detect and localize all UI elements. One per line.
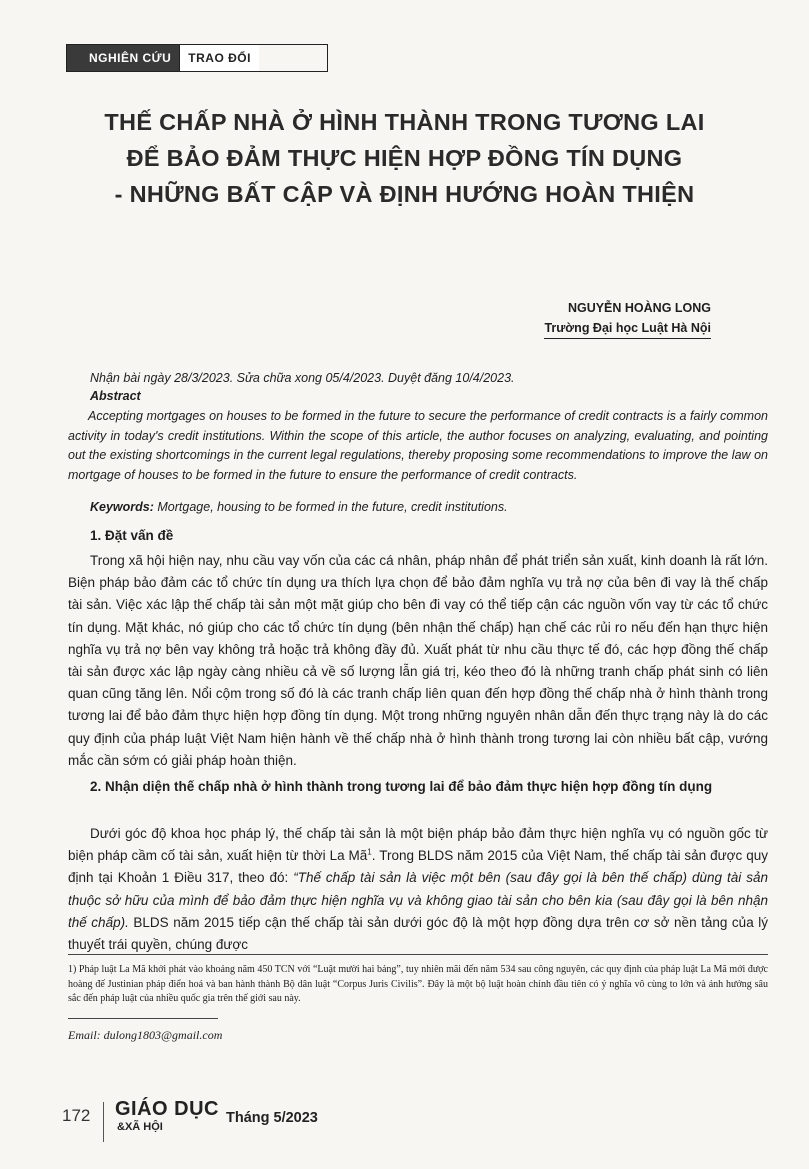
section-1-paragraph: Trong xã hội hiện nay, nhu cầu vay vốn của các cá nhân, pháp nhân để phát triển sản xuất, kinh doanh là rất lớn. Biện pháp bảo đảm các tổ chức tín dụng ưa thích lựa chọn để bảo đảm nghĩa vụ trả nợ của bên đi vay là thế chấp tài sản. Việc xác lập thế chấp tài sản một mặt giúp cho bên đi vay có thể tiếp cận các nguồn vốn vay từ các tổ chức tín dụng. Mặt khác, nó giúp cho các tổ chức tín dụng (bên nhận thế chấp) hạn chế các rủi ro nếu đến hạn thực hiện nghĩa vụ trả nợ bên vay không trả hoặc trả không đầy đủ. Xuất phát từ nhu cầu thực tế đó, các hợp đồng thế chấp tài sản được xác lập ngày càng nhiều cả về số lượng lẫn giá trị, kéo theo đó là những tranh chấp phát sinh có liên quan cũng tăng lên. Nổi cộm trong số đó là các tranh chấp liên quan đến hợp đồng thế chấp nhà ở hình thành trong tương lai để bảo đảm thực hiện hợp đồng tín dụng. Một trong những nguyên nhân dẫn đến thực trạng này là do các quy định của pháp luật Việt Nam hiện hành về thế chấp nhà ở hình thành trong tương lai còn nhiều bất cập, vướng mắc cần sớm có giải pháp hoàn thiện. [68,553,768,768]
email-divider [68,1018,218,1019]
title-line-1: THẾ CHẤP NHÀ Ở HÌNH THÀNH TRONG TƯƠNG LAI [104,109,705,135]
section-2-paragraph [68,823,768,956]
title-line-3: - NHỮNG BẤT CẬP VÀ ĐỊNH HƯỚNG HOÀN THIỆN [114,181,695,207]
logo-line-1: GIÁO DỤC [115,1098,219,1120]
section-2-heading: 2. Nhận diện thế chấp nhà ở hình thành trong tương lai để bảo đảm thực hiện hợp đồng tín dụng [90,779,713,794]
section-label-research: NGHIÊN CỨU [67,45,179,71]
article-title [40,104,769,212]
abstract-heading: Abstract [90,389,141,403]
author-name: NGUYỄN HOÀNG LONG [567,301,711,315]
issue-date: Tháng 5/2023 [226,1110,318,1126]
author-email: Email: dulong1803@gmail.com [68,1028,223,1042]
journal-logo [115,1098,219,1134]
footnote-1: 1) Pháp luật La Mã khởi phát vào khoảng năm 450 TCN với “Luật mười hai bảng”, tuy nhiên mãi đến năm 534 sau công nguyên, các quy định của pháp luật La Mã mới được hoàng đế Justinian pháp điển hoá và ban hành thành Bộ dân luật “Corpus Juris Civilis”. Đây là một bộ luật hoàn chỉnh đầu tiên có ý nghĩa vô cùng to lớn và ảnh hưởng sâu sắc đến pháp luật của nhiều quốc gia trên thế giới sau này. [68,964,768,1004]
section-2-text-a: Dưới góc độ khoa học pháp lý, thế chấp tài sản là một biện pháp bảo đảm thực hiện nghĩa vụ có nguồn gốc từ biện pháp cầm cố tài sản, xuất hiện từ thời La Mã [68,826,768,864]
footer-divider [103,1102,104,1142]
title-line-2: ĐỂ BẢO ĐẢM THỰC HIỆN HỢP ĐỒNG TÍN DỤNG [126,145,683,171]
section-1-heading: 1. Đặt vấn đề [90,528,174,543]
keywords-line [90,500,508,514]
section-2-text-b: . Trong BLDS năm 2015 của Việt Nam, thế chấp tài sản được quy định tại Khoản 1 Điều 317, theo đó: [68,848,768,886]
section-header-band [66,44,328,72]
footnote-marker: 1 [367,847,372,857]
section-label-exchange: TRAO ĐỔI [179,45,259,71]
submission-dates: Nhận bài ngày 28/3/2023. Sửa chữa xong 05/4/2023. Duyệt đăng 10/4/2023. [90,371,515,385]
page-number: 172 [62,1106,91,1125]
author-affiliation: Trường Đại học Luật Hà Nội [544,318,711,339]
abstract-body: Accepting mortgages on houses to be formed in the future to secure the performance of credit contracts is a fairly common activity in today's credit institutions. Within the scope of this article, the author focuses on analyzing, evaluating, and pointing out the existing shortcomings in the current legal regulations, thereby proposing some recommendations to improve the law on mortgage of houses to be formed in the future to ensure the performance of credit contracts. [68,409,768,482]
keywords-label: Keywords: [90,500,154,514]
author-block [511,298,711,339]
section-2-text-c: BLDS năm 2015 tiếp cận thế chấp tài sản dưới góc độ là một hợp đồng dựa trên cơ sở nền tảng của lý thuyết trái quyền, chúng được [68,914,768,953]
keywords-text: Mortgage, housing to be formed in the future, credit institutions. [157,500,508,514]
logo-line-2: &XÃ HỘI [117,1121,163,1133]
section-2-quote: “Thế chấp tài sản là việc một bên (sau đây gọi là bên thế chấp) dùng tài sản thuộc sở hữu của mình để bảo đảm thực hiện nghĩa vụ và không giao tài sản cho bên kia (sau đây gọi là bên nhận thế chấp). [68,870,769,930]
footnote-divider [68,954,768,955]
